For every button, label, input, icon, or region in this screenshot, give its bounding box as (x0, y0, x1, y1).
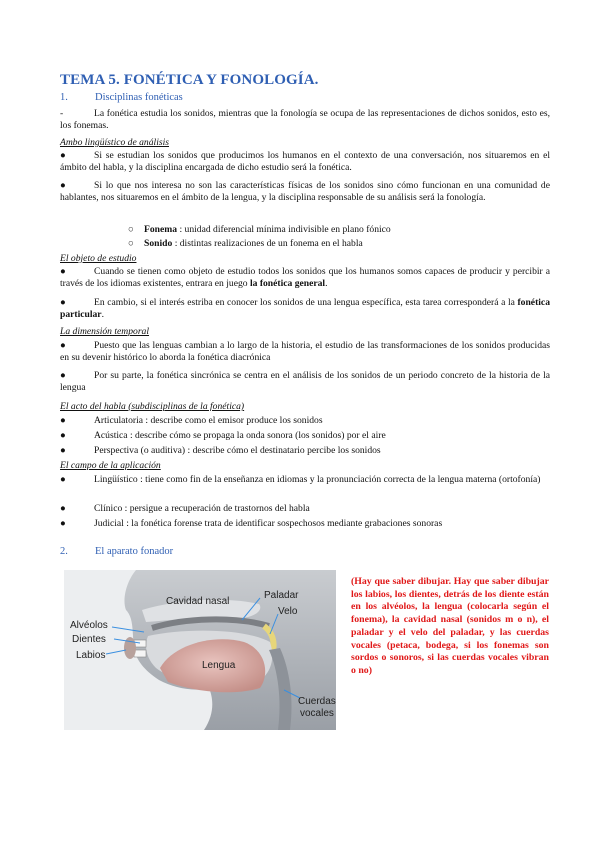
label-labios: Labios (76, 650, 106, 661)
circle-bullet-icon: ○ (128, 238, 134, 249)
dash-marker: - (60, 108, 64, 119)
note-red: (Hay que saber dibujar. Hay que saber dibujar los labios, los dientes, detrás de los diente están en los alvéolos, la lengua (colocarla según el fonema), la cavidad nasal (sonidos m o n), el paladar y el velo del paladar, y las cuerdas vocales (petaca, bodega, si los fonemas son sordos o sonoros, si las cuerdas vocales vibran o no) (351, 576, 549, 676)
list-item (60, 430, 550, 442)
bullet-text: Si lo que nos interesa no son las características físicas de los sonidos sino cómo funcionan en una comunidad de hablantes, nos situaremos en el ámbito de la lengua, y la disciplina responsable de su análisis será la fonología. (60, 180, 550, 204)
list-item (60, 415, 550, 427)
label-alveolos: Alvéolos (70, 620, 108, 631)
bullet-text-end: . (101, 309, 104, 321)
bullet-text: Lingüístico : tiene como fin de la enseñanza en idiomas y la pronunciación correcta de la lengua materna (ortofonía) (94, 474, 541, 485)
label-dientes: Dientes (72, 634, 106, 645)
intro-paragraph (60, 108, 550, 133)
heading-text: Disciplinas fonéticas (95, 92, 183, 103)
bullet-text: Acústica : describe cómo se propaga la onda sonora (los sonidos) por el aire (94, 430, 386, 441)
section-acto: El acto del habla (subdisciplinas de la fonética) (60, 401, 245, 412)
bullet-icon: ● (60, 503, 66, 514)
list-item (60, 503, 550, 515)
label-cuerdas: Cuerdas (298, 696, 336, 707)
bullet-text: Articulatoria : describe como el emisor produce los sonidos (94, 415, 323, 426)
bullet-icon: ● (60, 518, 66, 529)
list-item (60, 370, 550, 395)
bullet-icon: ● (60, 297, 66, 308)
page-title: TEMA 5. FONÉTICA Y FONOLOGÍA. (60, 72, 319, 88)
bullet-icon: ● (60, 370, 66, 381)
bullet-text: Si se estudian los sonidos que producimos los humanos en el contexto de una conversación, nos situaremos en el ámbito del habla, y la disciplina encargada de dicho estudio será la fonética. (60, 150, 550, 174)
list-item (60, 150, 550, 175)
bullet-icon: ● (60, 430, 66, 441)
list-item (60, 474, 550, 486)
heading-text: El aparato fonador (95, 546, 174, 557)
list-item (60, 445, 550, 457)
bullet-icon: ● (60, 266, 66, 277)
term: Fonema (144, 224, 178, 235)
vocal-tract-figure (64, 570, 336, 730)
section-campo: El campo de la aplicación (60, 460, 161, 471)
bullet-text: En cambio, si el interés estriba en conocer los sonidos de una lengua específica, esta tarea corresponderá a la (94, 297, 518, 308)
bullet-icon: ● (60, 415, 66, 426)
section-objeto: El objeto de estudio (60, 253, 137, 264)
list-item (60, 297, 550, 322)
bullet-text: Puesto que las lenguas cambian a lo largo de la historia, el estudio de las transformaciones de los sonidos producidas en su devenir histórico lo aborda la fonética diacrónica (60, 340, 550, 364)
bullet-text: Perspectiva (o auditiva) : describe cómo el destinatario percibe los sonidos (94, 445, 381, 456)
bullet-icon: ● (60, 150, 66, 161)
bullet-text-end: . (325, 278, 328, 290)
sub-item-sonido (128, 238, 363, 249)
label-cavidad-nasal: Cavidad nasal (166, 596, 230, 607)
label-velo: Velo (278, 606, 298, 617)
lips-shape (124, 637, 136, 659)
label-vocales: vocales (300, 708, 334, 719)
bullet-icon: ● (60, 340, 66, 351)
bullet-icon: ● (60, 445, 66, 456)
list-item (60, 518, 550, 530)
section-temporal: La dimensión temporal (60, 326, 150, 337)
heading-number: 1. (60, 92, 68, 103)
bullet-text: Clínico : persigue a recuperación de trastornos del habla (94, 503, 310, 514)
list-item (60, 266, 550, 291)
list-item (60, 340, 550, 365)
intro-text: La fonética estudia los sonidos, mientras que la fonología se ocupa de las representaciones de dichos sonidos, esto es, los fonemas. (60, 108, 550, 132)
list-item (60, 180, 550, 205)
term: Sonido (144, 238, 173, 249)
bullet-text: Cuando se tienen como objeto de estudio todos los sonidos que los humanos somos capaces de producir y percibir a través de los idiomas existentes, entrara en juego (60, 266, 550, 290)
circle-bullet-icon: ○ (128, 224, 134, 235)
definition: : distintas realizaciones de un fonema en el habla (174, 238, 363, 249)
heading-number: 2. (60, 546, 68, 557)
label-paladar: Paladar (264, 590, 299, 601)
bold-term: la fonética general (249, 278, 326, 290)
bullet-icon: ● (60, 474, 66, 485)
teeth-shape (134, 650, 146, 657)
section-ambito: Ambo lingüístico de análisis (60, 137, 169, 148)
bullet-icon: ● (60, 180, 66, 191)
label-lengua: Lengua (202, 660, 236, 671)
definition: : unidad diferencial mínima indivisible en plano fónico (179, 224, 391, 235)
bold-term: fonética particular (60, 297, 550, 321)
bullet-text: Por su parte, la fonética sincrónica se centra en el análisis de los sonidos de un periodo concreto de la historia de la lengua (60, 370, 550, 394)
bullet-text: Judicial : la fonética forense trata de identificar sospechosos mediante grabaciones sonoras (94, 518, 443, 529)
sub-item-fonema (128, 224, 391, 235)
